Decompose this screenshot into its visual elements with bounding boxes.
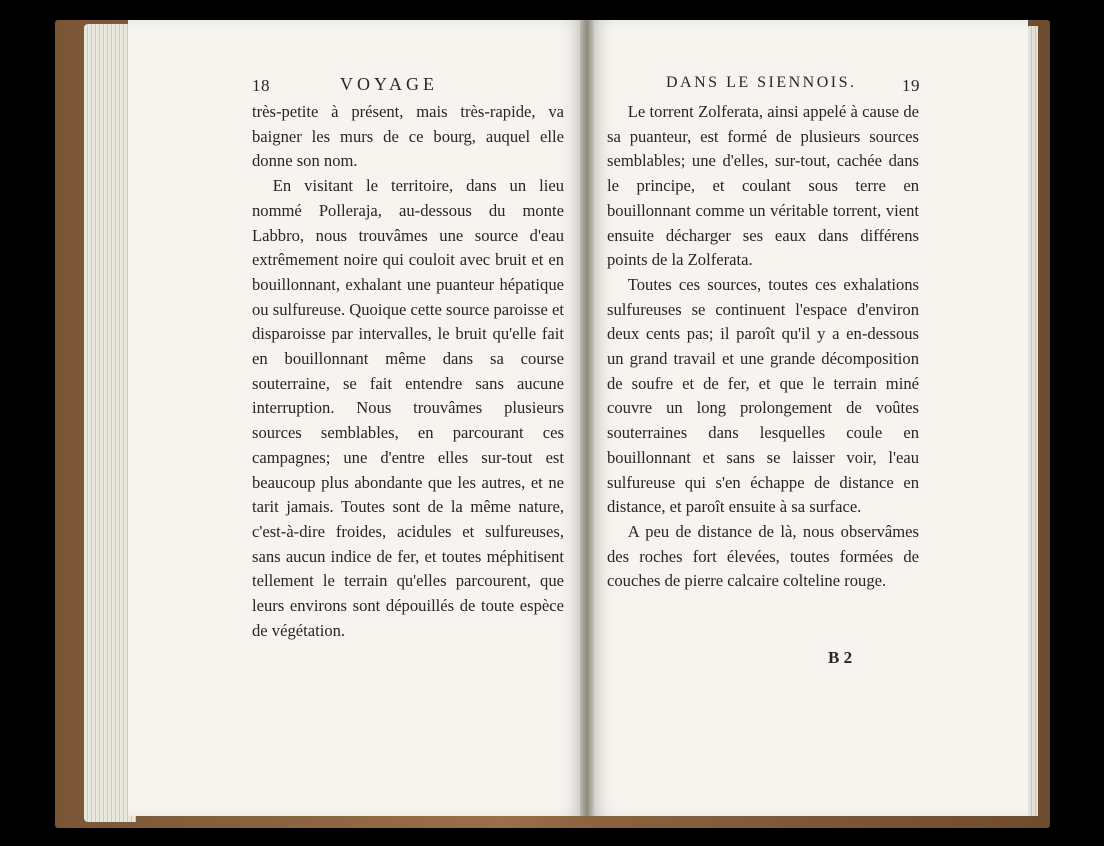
left-running-head: VOYAGE xyxy=(340,74,438,94)
left-page-text xyxy=(252,100,564,643)
right-paragraph-1: Le torrent Zolferata, ainsi appelé à cause de sa puanteur, est formé de plusieurs sources semblables; une d'elles, sur-tout, cachée dans le principe, et coulant sous terre en bouillonnant comme un véritable torrent, vient ensuite décharger ses eaux dans différens points de la Zolferata. xyxy=(607,102,919,270)
book-gutter xyxy=(580,20,594,816)
left-paragraph-1: très-petite à présent, mais très-rapide, va baigner les murs de ce bourg, auquel elle donne son nom. xyxy=(252,102,564,171)
right-running-head: DANS LE SIENNOIS. xyxy=(666,74,857,91)
right-paragraph-2: Toutes ces sources, toutes ces exhalations sulfureuses se continuent l'espace d'environ deux cents pas; il paroît qu'il y a en-dessous un grand travail et une grande décomposition de soufre et de fer, et que le terrain miné couvre un long prolongement de voûtes souterraines dans lesquelles coule en bouillonnant et sans se laisser voir, l'eau sulfureuse qui s'en échappe de distance en distance, et paroît ensuite à sa surface. xyxy=(607,274,919,517)
signature-mark: B 2 xyxy=(828,648,853,667)
right-paragraph-3: A peu de distance de là, nous observâmes des roches fort élevées, toutes formées de couches de pierre calcaire colteline rouge. xyxy=(607,521,919,591)
right-page-text xyxy=(607,100,919,594)
left-page-number: 18 xyxy=(252,76,270,95)
left-paragraph-2: En visitant le territoire, dans un lieu nommé Polleraja, au-dessous du monte Labbro, nous trouvâmes une source d'eau extrêmement noire qui couloit avec bruit et en bouillonnant, exhalant une puanteur hépatique ou sulfureuse. Quoique cette source paroisse et disparoisse par intervalles, le bruit qu'elle fait en bouillonnant même dans sa course souterraine, se fait entendre sans aucune interruption. Nous trouvâmes plusieurs sources semblables, en parcourant ces campagnes; une d'entre elles sur-tout est beaucoup plus abondante que les autres, et ne tarit jamais. Toutes sont de la même nature, c'est-à-dire froides, acidules et sulfureuses, sans aucun indice de fer, et toutes méphitisent tellement le terrain qu'elles parcourent, que leurs environs sont dépouillés de toute espèce de végétation. xyxy=(252,176,564,640)
right-page-number: 19 xyxy=(902,76,920,95)
